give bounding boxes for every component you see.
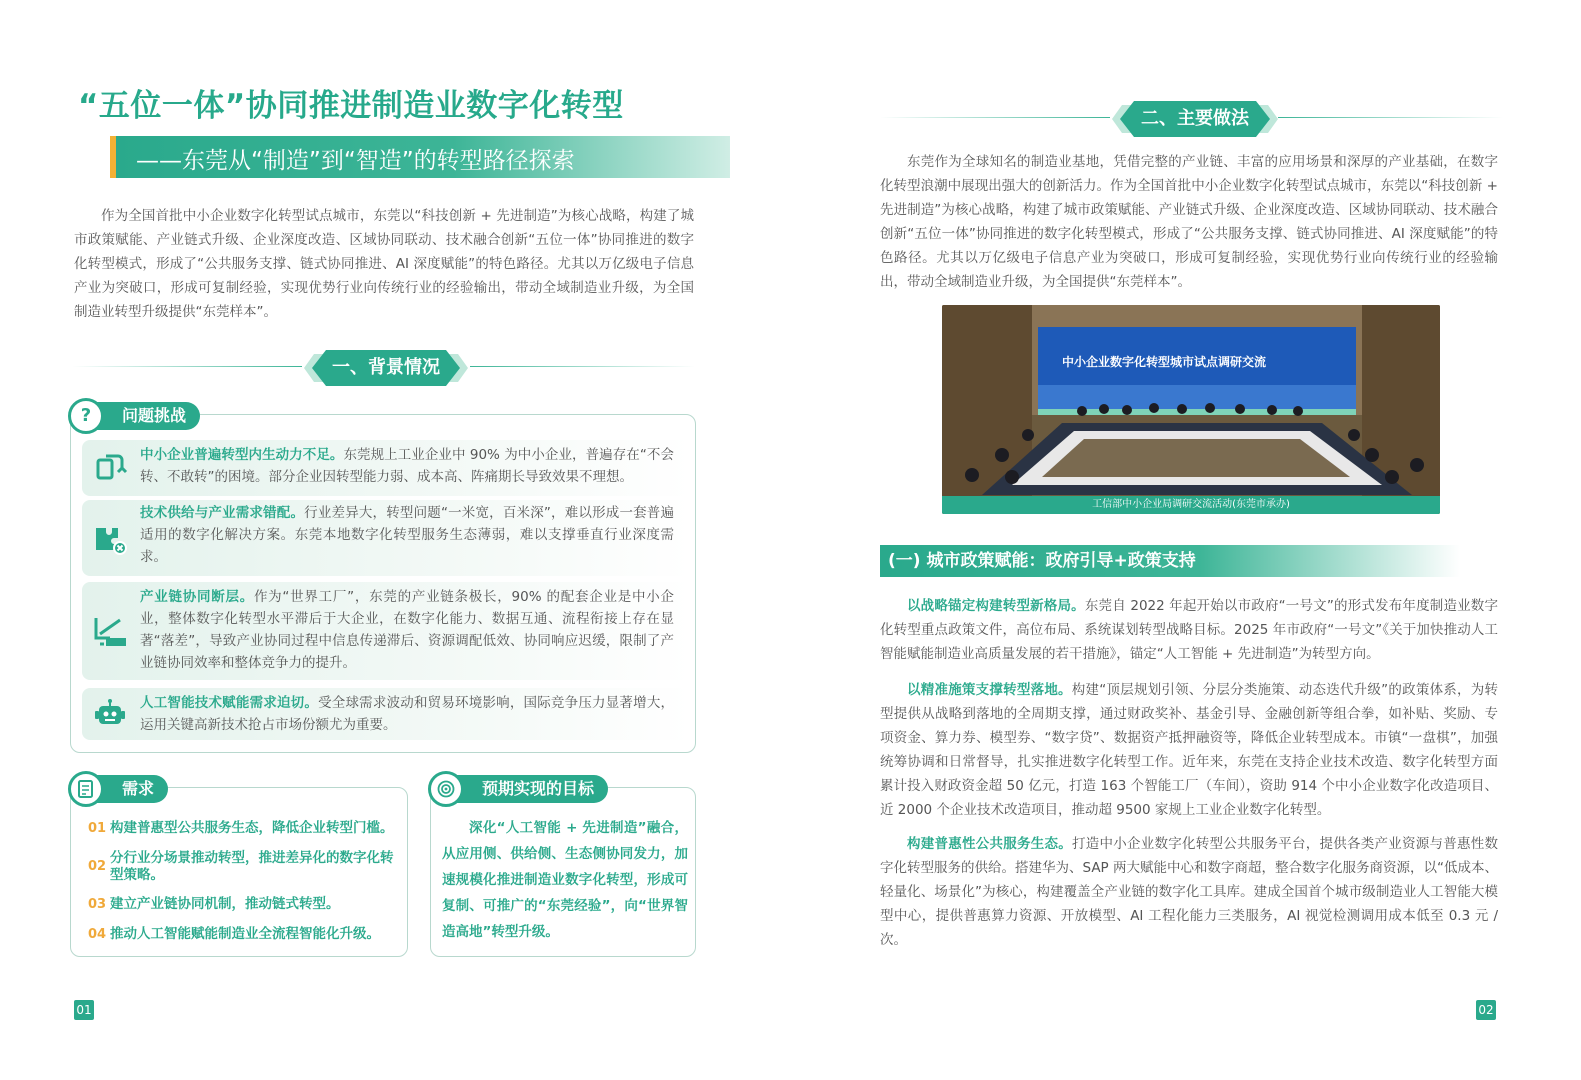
- intro-paragraph: 作为全国首批中小企业数字化转型试点城市，东莞以“科技创新 + 先进制造”为核心战略，构建了城市政策赋能、产业链式升级、企业深度改造、区域协同联动、技术融合创新“五位一体”协同推进的数字化转型模式，形成了“公共服务支撑、链式协同推进、AI 深度赋能”的特色路径。尤其以万亿级电子信息产业为突破口，形成可复制经验，实现优势行业向传统行业的经验输出，带动全域制造业升级，为全国制造业转型升级提供“东莞样本”。: [74, 208, 694, 320]
- section-title: 一、背景情况: [332, 357, 440, 378]
- section-rule-left: [72, 366, 302, 367]
- section-rule-right: [1278, 117, 1503, 118]
- challenge-item: [82, 440, 690, 496]
- policy-paragraph: 构建普惠性公共服务生态。打造中小企业数字化转型公共服务平台，提供各类产业资源与普惠性数字化转型服务的供给。搭建华为、SAP 两大赋能中心和数字商超，整合数字化服务商资源，以“低成本、轻量化、场景化”为核心，构建覆盖全产业链的数字化工具库。建成全国首个城市级制造业人工智能大模型中心，提供普惠算力资源、开放模型、AI 工程化能力三类服务，AI 视觉检测调用成本低至 0.3 元 / 次。: [880, 836, 1498, 948]
- subtitle-bar: [110, 136, 730, 178]
- refresh-cycle-icon: [92, 450, 128, 486]
- policy-paragraph: 以战略锚定构建转型新格局。东莞自 2022 年起开始以市政府“一号文”的形式发布年度制造业数字化转型重点政策文件，高位布局、系统谋划转型战略目标。2025 年市政府“一号文”《关于加快推动人工智能赋能制造业高质量发展的若干措施》，锚定“人工智能 + 先进制造”为转型方向。: [880, 598, 1498, 662]
- challenge-item: [82, 500, 690, 576]
- needs-label: 需求: [82, 775, 168, 803]
- subsection-title: (一) 城市政策赋能：政府引导+政策支持: [888, 551, 1196, 571]
- goal-label: 预期实现的目标: [442, 775, 608, 803]
- section-title: 二、主要做法: [1141, 108, 1249, 129]
- broken-chain-icon: [92, 614, 128, 650]
- section-rule-left: [880, 117, 1110, 118]
- challenge-text: 技术供给与产业需求错配。行业差异大，转型问题“一米宽，百米深”，难以形成一套普遍适用的数字化解决方案。东莞本地数字化转型服务生态薄弱，难以支撑垂直行业深度需求。: [140, 505, 674, 565]
- puzzle-mismatch-icon: [92, 520, 128, 556]
- page-title: “五位一体”协同推进制造业数字化转型: [78, 88, 624, 124]
- question-icon: ?: [68, 398, 104, 434]
- section-header-background: [312, 350, 460, 386]
- checklist-icon: [68, 771, 104, 807]
- right-page: [790, 0, 1581, 1080]
- challenge-text: 人工智能技术赋能需求迫切。受全球需求波动和贸易环境影响，国际竞争压力显著增大，运用关键高新技术抢占市场份额尤为重要。: [140, 695, 675, 733]
- conference-photo-illustration: [942, 305, 1440, 514]
- photo-banner-text: 中小企业数字化转型城市试点调研交流: [1062, 355, 1267, 369]
- challenge-item: [82, 688, 690, 740]
- challenge-text: 产业链协同断层。作为“世界工厂”，东莞的产业链条极长，90% 的配套企业是中小企业，整体数字化转型水平滞后于大企业，在数字化能力、数据互通、流程衔接上存在显著“落差”，导致产业协同过程中信息传递滞后、资源调配低效、协同响应迟缓，限制了产业链协同效率和整体竞争力的提升。: [140, 589, 674, 671]
- challenge-item: [82, 582, 690, 680]
- goal-text: 深化“人工智能 + 先进制造”融合，从应用侧、供给侧、生态侧协同发力，加速规模化推进制造业数字化转型，形成可复制、可推广的“东莞经验”，向“世界智造高地”转型升级。: [442, 820, 688, 940]
- policy-paragraph: 以精准施策支撑转型落地。构建“顶层规划引领、分层分类施策、动态迭代升级”的政策体系，为转型提供从战略到落地的全周期支撑，通过财政奖补、基金引导、金融创新等组合拳，如补贴、奖励、专项资金、算力券、模型券、“数字贷”、数据资产抵押融资等，降低企业转型成本。市镇“一盘棋”，加强统筹协调和日常督导，扎实推进数字化转型工作。近年来，东莞在支持企业技术改造、数字化转型方面累计投入财政资金超 50 亿元，打造 163 个智能工厂（车间），资助 914 个中小企业数字化改造项目、近 2000 个企业技术改造项目，推动超 9500 家规上工业企业数字化转型。: [880, 682, 1498, 818]
- robot-icon: [92, 696, 128, 732]
- conference-photo: [942, 305, 1440, 514]
- section-rule-right: [470, 366, 695, 367]
- challenges-label: 问题挑战: [82, 402, 200, 430]
- left-page: “五位一体”协同推进制造业数字化转型 ——东莞从“制造”到“智造”的转型路径探索 作为全国首批中小企业数字化转型试点城市，东莞以“科技创新 + 先进制造”为核心战略，构建了城市政策赋能、产业链式升级、企业深度改造、区域协同联动、技术融合创新“五位一体”协同推进的数字化转型模式，形成了“公共服务支撑、链式协同推进、AI 深度赋能”的特色路径。尤其以万亿级电子信息产业为突破口，形成可复制经验，实现优势行业向传统行业的经验输出，带动全域制造业升级，为全国制造业转型升级提供“东莞样本”。 一、背景情况 问题挑战 ? 中小企业普遍转型内生动力不足。东莞规上工业企业中 90% 为中小企业，普遍存在“不会转、不敢转”的困境。部分企业因转型能力弱、成本高、阵痛期长导致效果不理想。 技术供给与产业需求错配。行业差异大，转型问题“一米宽，百米深”，难以形成一套普遍适用的数字化解决方案。东莞本地数字化转型服务生态薄弱，难以支撑垂直行业深度需求。 产业链协同断层。作为“世界工厂”，东莞的产业链条极长，90% 的配套企业是中小企业，整体数字化转型水平滞后于大企业，在数字化能力、数据互通、流程衔接上存在显著“落差”，导致产业协同过程中信息传递滞后、资源调配低效、协同响应迟缓，限制了产业链协同效率和整体竞争力的提升。 人工智能技术赋能需求迫切。受全球需求波动和贸易环境影响，国际竞争压力显著增大，运用关键高新技术抢占市场份额尤为重要。 需求 01 构建普惠型公共服务生态，降低企业转型门槛。 02 分行业分场景推动转型，推进差异化的数字化转型策略。 03 建立产业链协同机制，推动链式转型。 04 推动人工智能赋能制造业全流程智能化升级。 预期实现的目标 深化“人工智能 + 先进制造”融合，从应用侧、供给侧、生态侧协同发力，加速规模化推进制造业数字化转型，形成可复制、可推广的“东莞经验”，向“世界智造高地”转型升级。 01: [0, 0, 790, 1080]
- section-header-background: [1120, 101, 1270, 137]
- page-number: 01: [74, 1000, 94, 1020]
- page-subtitle: ——东莞从“制造”到“智造”的转型路径探索: [136, 148, 575, 174]
- intro-paragraph: 东莞作为全球知名的制造业基地，凭借完整的产业链、丰富的应用场景和深厚的产业基础，在数字化转型浪潮中展现出强大的创新活力。作为全国首批中小企业数字化转型试点城市，东莞以“科技创新 + 先进制造”为核心战略，构建了城市政策赋能、产业链式升级、企业深度改造、区域协同联动、技术融合创新“五位一体”协同推进的数字化转型模式，形成了“公共服务支撑、链式协同推进、AI 深度赋能”的特色路径。尤其以万亿级电子信息产业为突破口，形成可复制经验，实现优势行业向传统行业的经验输出，带动全域制造业升级，为全国提供“东莞样本”。: [880, 154, 1498, 290]
- target-icon: [428, 771, 464, 807]
- subsection-header: [880, 545, 1460, 577]
- challenge-text: 中小企业普遍转型内生动力不足。东莞规上工业企业中 90% 为中小企业，普遍存在“不会转、不敢转”的困境。部分企业因转型能力弱、成本高、阵痛期长导致效果不理想。: [140, 447, 674, 485]
- page-number: 02: [1476, 1000, 1496, 1020]
- photo-caption: 工信部中小企业局调研交流活动(东莞市承办): [942, 496, 1440, 514]
